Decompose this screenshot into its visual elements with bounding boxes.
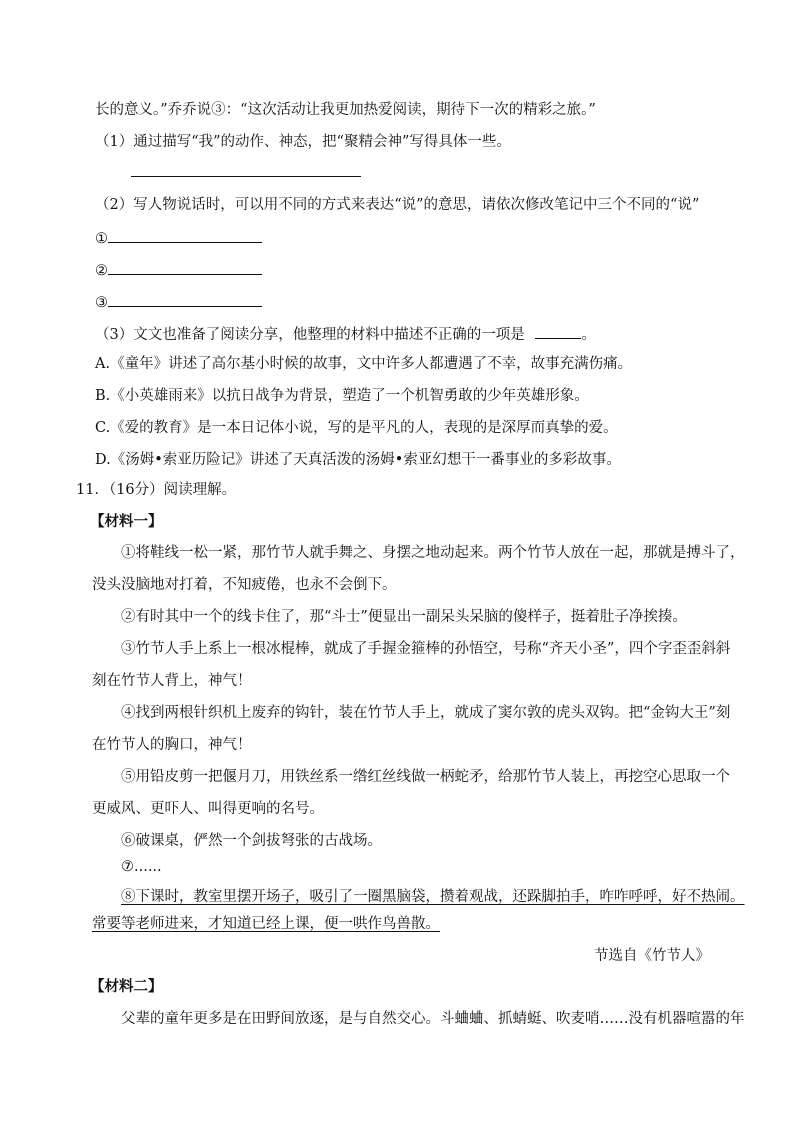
q10-sub1-answer-blank[interactable] xyxy=(131,162,361,183)
q10-sub3 xyxy=(95,324,596,345)
q10-sub3-text: （3）文文也准备了阅读分享，他整理的材料中描述不正确的一项是 xyxy=(95,327,525,343)
m1-paragraph-5-line-2: 更威风、更吓人、叫得更响的名号。 xyxy=(92,801,324,817)
m1-paragraph-8-line-2: 常要等老师进来，才知道已经上课，便一哄作鸟兽散。 xyxy=(92,916,440,932)
m1-paragraph-7: ⑦...... xyxy=(121,859,162,875)
m1-paragraph-3-line-2: 刻在竹节人背上，神气！ xyxy=(92,673,252,689)
blank-marker: ③ xyxy=(95,295,108,311)
q10-sub2-blank-1[interactable] xyxy=(95,228,262,249)
m2-paragraph-1: 父辈的童年更多是在田野间放逐，是与自然交心。斗蛐蛐、抓蜻蜓、吹麦哨……没有机器喧嚣的年 xyxy=(121,1011,745,1027)
q10-sub3-end: 。 xyxy=(581,327,596,343)
q10-intro-line: 长的意义。”乔乔说③：“这次活动让我更加热爱阅读，期待下一次的精彩之旅。” xyxy=(95,102,596,118)
option-c: C.《爱的教育》是一本日记体小说，写的是平凡的人，表现的是深厚而真挚的爱。 xyxy=(95,420,618,436)
blank-marker: ② xyxy=(95,263,108,279)
m1-paragraph-4-line-2: 在竹节人的胸口，神气！ xyxy=(92,737,252,753)
m1-paragraph-2: ②有时其中一个的线卡住了，那“斗士”便显出一副呆头呆脑的傻样子，挺着肚子净挨揍。 xyxy=(121,609,687,625)
q10-sub1: （1）通过描写“我”的动作、神态，把“聚精会神”写得具体一些。 xyxy=(95,134,511,150)
m1-paragraph-6: ⑥破课桌，俨然一个剑拔弩张的古战场。 xyxy=(121,833,382,849)
material2-title: 【材料二】 xyxy=(90,978,163,995)
m1-paragraph-1-line-1: ①将鞋线一松一紧，那竹节人就手舞之、身摆之地动起来。两个竹节人放在一起，那就是搏斗了， xyxy=(121,545,745,561)
m1-paragraph-4-line-1: ④找到两根针织机上废弃的钩针，装在竹节人手上，就成了窦尔敦的虎头双钩。把“金钩大王”刻 xyxy=(121,705,731,721)
material1-title: 【材料一】 xyxy=(90,513,163,530)
q10-sub2: （2）写人物说话时，可以用不同的方式来表达“说”的意思，请依次修改笔记中三个不同的“说” xyxy=(95,197,700,213)
q10-sub2-blank-2[interactable] xyxy=(95,260,262,281)
option-a: A.《童年》讲述了高尔基小时候的故事，文中许多人都遭遇了不幸，故事充满伤痛。 xyxy=(95,356,633,372)
q11-header: 11．（16分）阅读理解。 xyxy=(76,482,237,498)
m1-paragraph-8-line-1: ⑧下课时，教室里摆开场子，吸引了一圈黑脑袋，攒着观战，还跺脚拍手，咋咋呼呼，好不热闹。 xyxy=(121,889,745,905)
m1-paragraph-5-line-1: ⑤用铅皮剪一把偃月刀，用铁丝系一绺红丝线做一柄蛇矛，给那竹节人装上，再挖空心思取一个 xyxy=(121,769,730,785)
option-b: B.《小英雄雨来》以抗日战争为背景，塑造了一个机智勇敢的少年英雄形象。 xyxy=(95,388,589,404)
material1-source: 节选自《竹节人》 xyxy=(594,948,710,964)
m1-paragraph-1-line-2: 没头没脑地对打着，不知疲倦，也永不会倒下。 xyxy=(92,577,397,593)
blank-marker: ① xyxy=(95,231,108,247)
m1-paragraph-3-line-1: ③竹节人手上系上一根冰棍棒，就成了手握金箍棒的孙悟空，号称“齐天小圣”，四个字歪歪斜斜 xyxy=(121,641,731,657)
option-d: D.《汤姆•索亚历险记》讲述了天真活泼的汤姆•索亚幻想干一番事业的多彩故事。 xyxy=(95,452,621,468)
q10-sub3-answer-blank[interactable] xyxy=(535,324,581,339)
q10-sub2-blank-3[interactable] xyxy=(95,292,262,313)
